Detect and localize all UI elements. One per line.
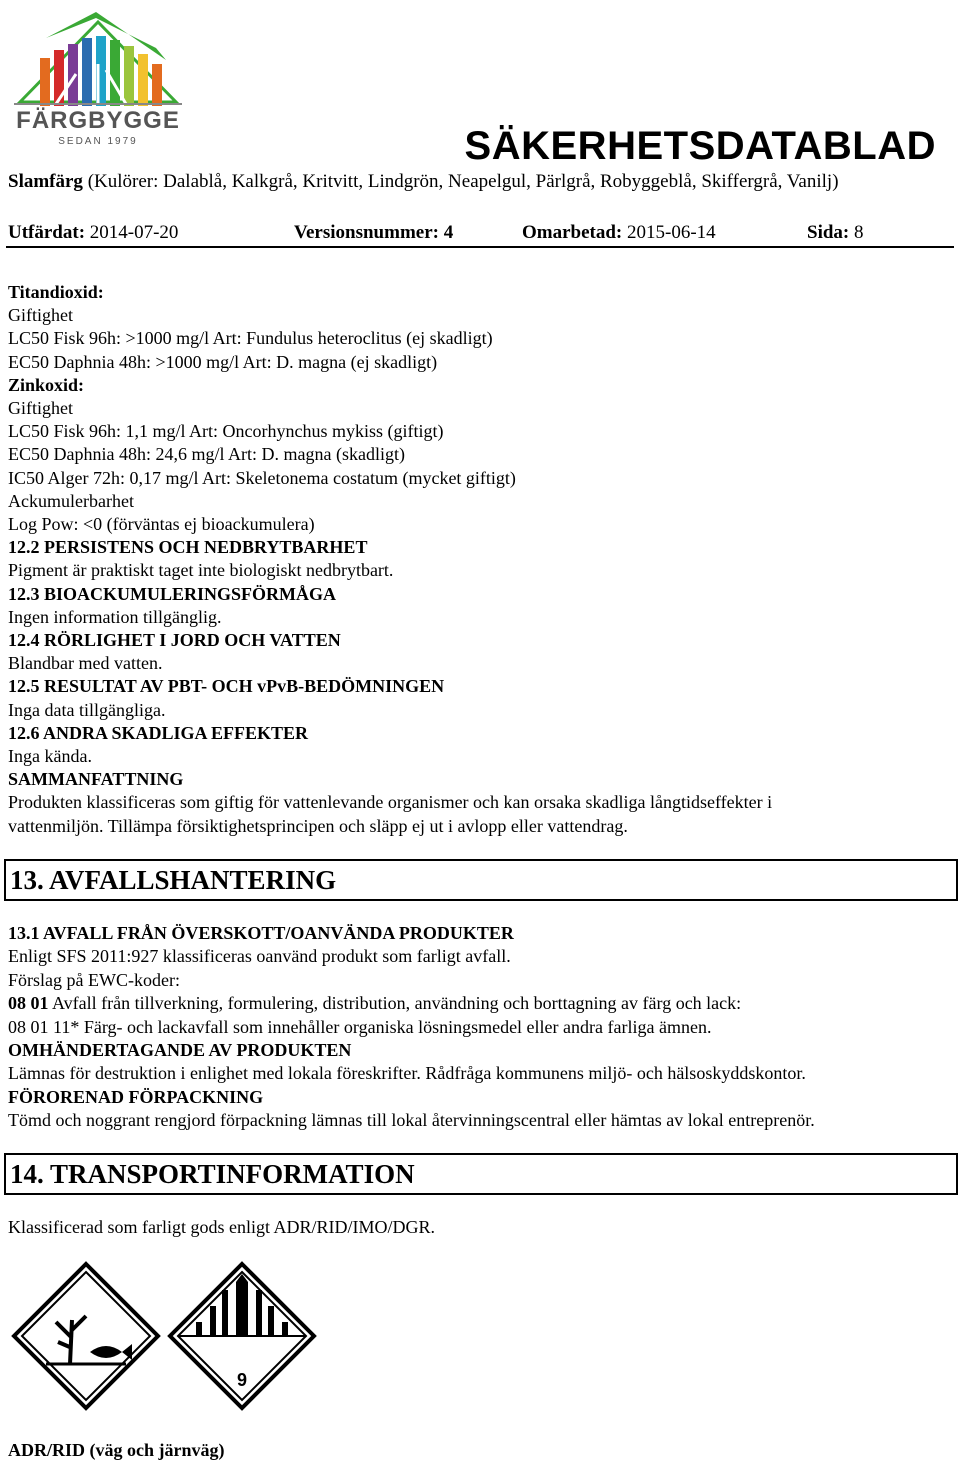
ewc-code-description: Avfall från tillverkning, formulering, distribution, användning och borttagning av färg och lack: [48, 993, 742, 1014]
subsection-heading: 12.4 RÖRLIGHET I JORD OCH VATTEN [8, 630, 341, 651]
transport-mode-heading: ADR/RID (väg och järnväg) [8, 1440, 225, 1460]
text-line: Pigment är praktiskt taget inte biologiskt nedbrytbart. [8, 560, 394, 581]
section-12-content [8, 281, 954, 838]
section-14-text: Klassificerad som farligt gods enligt ADR/RID/IMO/DGR. [8, 1217, 435, 1237]
text-line: Ackumulerbarhet [8, 490, 134, 511]
product-name: Slamfärg [8, 171, 83, 192]
text-line: EC50 Daphnia 48h: 24,6 mg/l Art: D. magna (skadligt) [8, 444, 405, 465]
document-title: SÄKERHETSDATABLAD [464, 124, 936, 168]
revised-label: Omarbetad: [522, 222, 623, 243]
text-line: Blandbar med vatten. [8, 653, 163, 674]
text-line: Inga data tillgängliga. [8, 699, 166, 720]
text-line: EC50 Daphnia 48h: >1000 mg/l Art: D. magna (ej skadligt) [8, 351, 438, 372]
text-line: Förslag på EWC-koder: [8, 969, 180, 990]
revised-date [522, 221, 716, 245]
class-9-number: 9 [236, 1370, 248, 1390]
page-number [807, 221, 864, 245]
ewc-code-line [8, 992, 954, 1015]
environment-hazard-icon [10, 1260, 162, 1412]
revised-value: 2015-06-14 [627, 222, 716, 243]
section-14-heading: 14. TRANSPORTINFORMATION [4, 1153, 958, 1195]
text-line: 08 01 11* Färg- och lackavfall som innehåller organiska lösningsmedel eller andra farliga ämnen. [8, 1016, 712, 1037]
issued-date [8, 221, 178, 245]
section-13-content [8, 922, 954, 1133]
subsection-heading: FÖRORENAD FÖRPACKNING [8, 1086, 264, 1107]
subsection-heading: 13.1 AVFALL FRÅN ÖVERSKOTT/OANVÄNDA PRODUKTER [8, 923, 514, 943]
text-line: Giftighet [8, 398, 73, 419]
text-line: IC50 Alger 72h: 0,17 mg/l Art: Skeletonema costatum (mycket giftigt) [8, 467, 516, 488]
product-variants: (Kulörer: Dalablå, Kalkgrå, Kritvitt, Lindgrön, Neapelgul, Pärlgrå, Robyggeblå, Skiffergrå, Vanilj) [87, 171, 839, 192]
document-meta [8, 221, 952, 245]
text-line: Produkten klassificeras som giftig för vattenlevande organismer och kan orsaka skadliga långtidseffekter i [8, 792, 773, 813]
text-line: Enligt SFS 2011:927 klassificeras oanvänd produkt som farligt avfall. [8, 946, 511, 967]
logo-brand-text: FÄRGBYGGE [16, 107, 180, 134]
text-line: Titandioxid: [8, 282, 104, 302]
text-line: Inga kända. [8, 746, 92, 767]
subsection-heading: 12.2 PERSISTENS OCH NEDBRYTBARHET [8, 537, 368, 558]
text-line: Zinkoxid: [8, 374, 85, 395]
text-line: Giftighet [8, 305, 73, 326]
text-line: LC50 Fisk 96h: >1000 mg/l Art: Fundulus heteroclitus (ej skadligt) [8, 328, 493, 349]
text-line: Tömd och noggrant rengjord förpackning lämnas till lokal återvinningscentral eller hämtas av lokal entreprenör. [8, 1110, 815, 1131]
page-value: 8 [854, 222, 864, 243]
issued-value: 2014-07-20 [89, 222, 179, 243]
subsection-heading: 12.3 BIOACKUMULERINGSFÖRMÅGA [8, 583, 337, 604]
page-label: Sida: [807, 222, 850, 243]
text-line: Log Pow: <0 (förväntas ej bioackumulera) [8, 514, 315, 535]
subsection-heading: SAMMANFATTNING [8, 769, 184, 790]
class-9-hazard-icon [166, 1260, 318, 1412]
logo-tagline-text: SEDAN 1979 [58, 136, 138, 147]
subsection-heading: 12.6 ANDRA SKADLIGA EFFEKTER [8, 722, 309, 743]
text-line: vattenmiljön. Tillämpa försiktighetsprincipen och släpp ej ut i avlopp eller vattendrag. [8, 815, 628, 836]
header-divider [6, 246, 954, 248]
subsection-heading: 12.5 RESULTAT AV PBT- OCH vPvB-BEDÖMNINGEN [8, 676, 445, 697]
version-number: Versionsnummer: 4 [294, 222, 454, 243]
section-13-heading: 13. AVFALLSHANTERING [4, 859, 958, 901]
ewc-code: 08 01 [8, 993, 49, 1014]
text-line: LC50 Fisk 96h: 1,1 mg/l Art: Oncorhynchus mykiss (giftigt) [8, 421, 444, 442]
product-line [8, 170, 952, 194]
issued-label: Utfärdat: [8, 222, 86, 243]
subsection-heading: OMHÄNDERTAGANDE AV PRODUKTEN [8, 1040, 352, 1061]
company-logo [6, 4, 190, 154]
text-line: Lämnas för destruktion i enlighet med lokala föreskrifter. Rådfråga kommunens miljö- och hälsoskyddskontor. [8, 1063, 806, 1084]
text-line: Ingen information tillgänglig. [8, 606, 222, 627]
